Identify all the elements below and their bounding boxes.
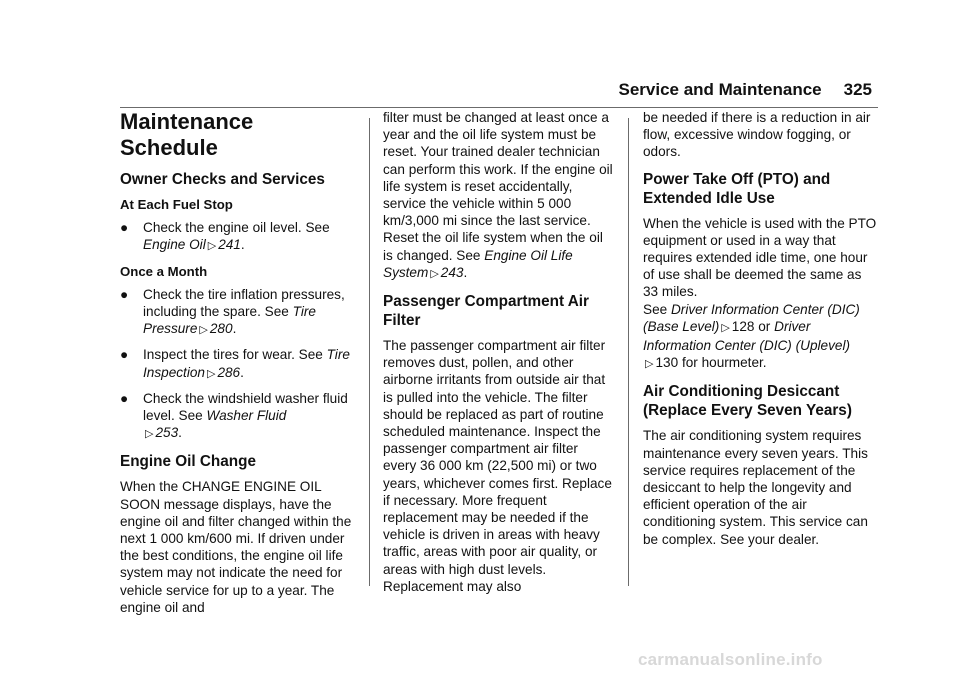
watermark: carmanualsonline.info [638, 650, 823, 669]
page-ref-icon: ▷ [207, 240, 217, 253]
column-divider-1 [369, 118, 370, 586]
xref-page[interactable]: 286 [217, 364, 241, 380]
xref-link[interactable]: Washer Fluid [206, 408, 287, 424]
bullet-icon: ● [120, 220, 129, 236]
heading-air-filter: Passenger Compartment Air Filter [383, 293, 589, 330]
header-title: Service and Maintenance [618, 80, 822, 99]
bullet-icon: ● [120, 347, 129, 363]
page-number: 325 [843, 80, 872, 99]
paragraph-ac-desiccant: The air conditioning system requires maintenance every seven years. This service requires replacement of the desiccant to help the longevity and efficient operation of the air conditioning system. This service can be complex. See your dealer. [643, 428, 868, 547]
xref-link[interactable]: Engine Oil [143, 237, 206, 253]
heading-pto: Power Take Off (PTO) and Extended Idle Use [643, 170, 831, 207]
column-divider-2 [628, 118, 629, 586]
paragraph-air-filter: The passenger compartment air filter removes dust, pollen, and other airborne irritants from outside air that is pulled into the vehicle. The filter should be replaced as part of routine scheduled maintenance. Inspect the passenger compartment air filter every 36 000 km (22,500 mi) or two years, whichever comes first. Replace if necessary. More frequent replacement may be needed if the vehicle is driven in areas with heavy traffic, areas with poor air quality, or areas with high dust levels. Replacement may also [383, 338, 612, 594]
list-item: ● Inspect the tires for wear. See Tire Inspection ▷ 286. [120, 347, 350, 380]
paragraph-filter-continued: be needed if there is a reduction in air flow, excessive window fogging, or odors. [643, 110, 871, 160]
column-1 [120, 106, 360, 622]
xref-link[interactable]: Driver Information Center (DIC) (Uplevel) [643, 318, 850, 354]
paragraph-oil-continued: filter must be changed at least once a year and the oil life system must be reset. Your trained dealer technician can perform this work. If the engine oil life system is reset accidentally, service the vehicle within 5 000 km/3,000 mi since the last service. Reset the oil life system when the oil is changed. See Engine Oil Life System ▷ 243. [383, 110, 613, 280]
xref-link[interactable]: Engine Oil Life System [383, 247, 573, 280]
xref-page[interactable]: 128 [731, 318, 755, 334]
heading-ac-desiccant: Air Conditioning Desiccant (Replace Every Seven Years) [643, 383, 852, 420]
page-ref-icon: ▷ [721, 321, 730, 334]
list-item: ● Check the tire inflation pressures, including the spare. See Tire Pressure ▷ 280. [120, 286, 345, 337]
heading-owner-checks: Owner Checks and Services [120, 171, 325, 188]
subheading-month: Once a Month [120, 263, 208, 279]
xref-link[interactable]: Tire Inspection [143, 347, 350, 380]
bullet-icon: ● [120, 286, 129, 302]
page-ref-icon: ▷ [206, 367, 216, 380]
column-2 [383, 106, 613, 601]
heading-engine-oil-change: Engine Oil Change [120, 453, 256, 471]
paragraph-oil-change: When the CHANGE ENGINE OIL SOON message displays, have the engine oil and filter changed within the next 1 000 km/600 mi. If driven under the best conditions, the engine oil life system may not indicate the need for vehicle service for up to a year. The engine oil and [120, 479, 352, 615]
column-3 [643, 106, 879, 554]
xref-link[interactable]: Tire Pressure [143, 304, 316, 337]
bullet-icon: ● [120, 390, 129, 406]
xref-page[interactable]: 280 [209, 321, 233, 337]
page-header [610, 80, 872, 100]
xref-page[interactable]: 241 [218, 237, 241, 253]
list-item: ● Check the engine oil level. See Engine Oil ▷ 241. [120, 220, 330, 253]
page-ref-icon: ▷ [145, 428, 154, 441]
paragraph-pto: When the vehicle is used with the PTO equipment or used in a way that requires extended idle time, one hour of use shall be deemed the same as 33 miles. See Driver Information Center (DIC) (Base Level) ▷ 128 or Driver Information Center (DIC) (Uplevel) ▷ 130 for hourmeter. [643, 215, 877, 371]
page-ref-icon: ▷ [645, 358, 654, 371]
xref-page[interactable]: 243 [440, 264, 464, 280]
subheading-fuel-stop: At Each Fuel Stop [120, 197, 233, 212]
page-ref-icon: ▷ [199, 324, 208, 337]
page-ref-icon: ▷ [430, 267, 439, 280]
section-title: Maintenance Schedule [120, 109, 254, 160]
list-item: ● Check the windshield washer fluid level. See Washer Fluid ▷ 253. [120, 390, 348, 441]
xref-page[interactable]: 253 [155, 425, 179, 441]
xref-page[interactable]: 130 [655, 355, 679, 371]
xref-link[interactable]: Driver Information Center (DIC) (Base Level) [643, 301, 860, 334]
